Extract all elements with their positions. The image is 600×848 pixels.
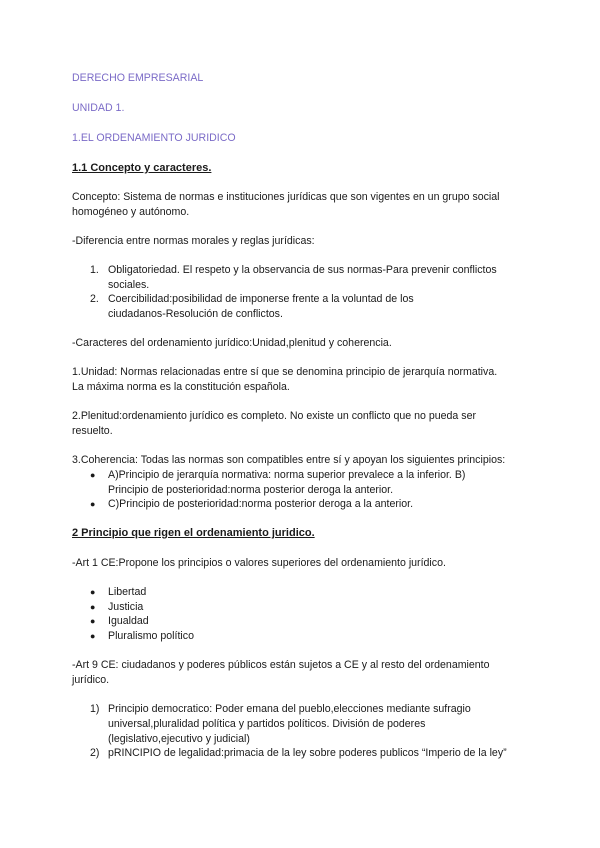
unidad-paragraph: [72, 365, 497, 395]
list-marker: 2.: [90, 293, 99, 305]
list-marker: 1.: [90, 264, 99, 276]
paragraph-line: resuelto.: [72, 425, 113, 437]
list-item-text: Principio democratico: Poder emana del pueblo,elecciones mediante sufragio universal,pluralidad política y partidos políticos. División de poderes (legislativo,ejecutivo y judicial): [108, 703, 471, 745]
unit-title: UNIDAD 1.: [72, 102, 125, 114]
list-item-text: Libertad: [108, 586, 147, 598]
chapter-title: 1.EL ORDENAMIENTO JURIDICO: [72, 132, 236, 144]
list-marker: 1): [90, 703, 100, 715]
bullet-marker: ●: [90, 499, 96, 509]
bullet-marker: ●: [90, 602, 96, 612]
list-item-text: Coercibilidad:posibilidad de imponerse frente a la voluntad de los ciudadanos-Resolución de conflictos.: [108, 293, 414, 320]
paragraph-line: -Art 9 CE: ciudadanos y poderes públicos están sujetos a CE y al resto del ordenamiento: [72, 659, 490, 671]
list-marker: 2): [90, 747, 100, 759]
art9-paragraph: [72, 658, 490, 688]
list-item-text: pRINCIPIO de legalidad:primacia de la ley sobre poderes publicos “Imperio de la ley”: [108, 747, 507, 759]
paragraph-line: homogéneo y autónomo.: [72, 206, 190, 218]
bullet-marker: ●: [90, 616, 96, 626]
list-item-text: Igualdad: [108, 615, 149, 627]
list-item-text: Obligatoriedad. El respeto y la observancia de sus normas-Para prevenir conflictos sociales.: [108, 264, 497, 291]
concepto-paragraph: [72, 190, 500, 220]
diferencia-line: -Diferencia entre normas morales y reglas jurídicas:: [72, 235, 315, 247]
list-item-text: A)Principio de jerarquía normativa: norma superior prevalece a la inferior. B) Principio de posterioridad:norma posterior deroga la anterior.: [108, 469, 466, 496]
bullet-marker: ●: [90, 587, 96, 597]
bullet-marker: ●: [90, 631, 96, 641]
paragraph-line: Concepto: Sistema de normas e instituciones jurídicas que son vigentes en un grupo social: [72, 191, 500, 203]
art1-line: -Art 1 CE:Propone los principios o valores superiores del ordenamiento jurídico.: [72, 557, 446, 569]
paragraph-line: 1.Unidad: Normas relacionadas entre sí que se denomina principio de jerarquía normativa.: [72, 366, 498, 378]
coherencia-line: 3.Coherencia: Todas las normas son compatibles entre sí y apoyan los siguientes principios:: [72, 454, 506, 466]
bullet-marker: ●: [90, 470, 96, 480]
section-1-heading: 1.1 Concepto y caracteres.: [72, 162, 212, 174]
subject-title: DERECHO EMPRESARIAL: [72, 72, 204, 84]
paragraph-line: jurídico.: [72, 674, 110, 686]
section-2-heading: 2 Principio que rigen el ordenamiento juridico.: [72, 527, 315, 539]
paragraph-line: La máxima norma es la constitución española.: [72, 381, 290, 393]
list-item-text: C)Principio de posterioridad:norma posterior deroga a la anterior.: [108, 498, 414, 510]
caracteres-line: -Caracteres del ordenamiento jurídico:Unidad,plenitud y coherencia.: [72, 337, 392, 349]
list-item-text: Justicia: [108, 601, 144, 613]
paragraph-line: 2.Plenitud:ordenamiento jurídico es completo. No existe un conflicto que no pueda ser: [72, 410, 476, 422]
plenitud-paragraph: [72, 409, 476, 439]
list-item-text: Pluralismo político: [108, 630, 194, 642]
